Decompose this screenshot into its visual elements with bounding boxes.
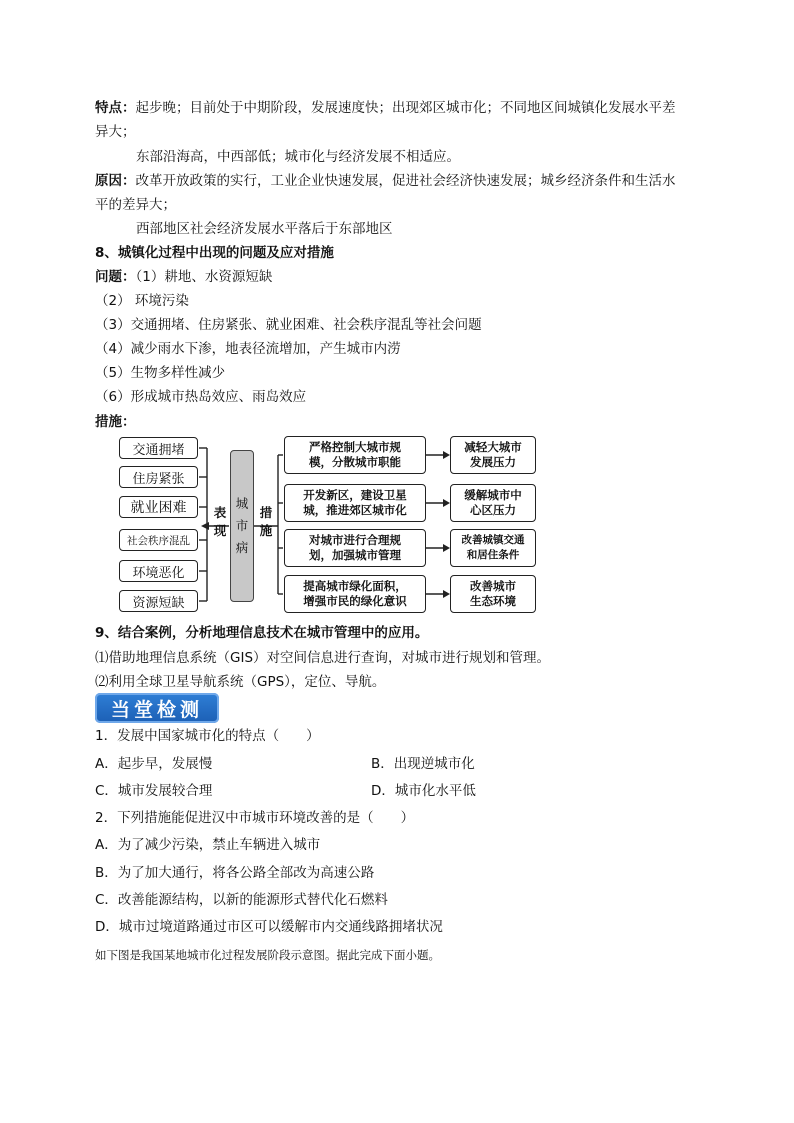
- effect-reduce-pressure: 减轻大城市 发展压力: [450, 436, 536, 474]
- symptom-social-order: 社会秩序混乱: [119, 529, 198, 551]
- measure-planning: 对城市进行合理规 划，加强城市管理: [284, 529, 426, 567]
- reasons-line-2: 平的差异大；: [95, 197, 176, 213]
- symptom-housing: 住房紧张: [119, 466, 198, 488]
- q2-option-a: A．为了减少污染，禁止车辆进入城市: [95, 837, 321, 853]
- q1-option-c: C．城市发展较合理: [95, 783, 213, 799]
- section9-line-1: ⑴借助地理信息系统（GIS）对空间信息进行查询，对城市进行规划和管理。: [95, 650, 551, 666]
- q2-option-b: B．为了加大通行，将各公路全部改为高速公路: [95, 865, 375, 881]
- reasons-line-1: 原因：改革开放政策的实行，工业企业快速发展，促进社会经济快速发展；城乡经济条件和生活水: [95, 173, 676, 189]
- features-label: 特点：: [95, 100, 136, 116]
- reasons-line-3: 西部地区社会经济发展水平落后于东部地区: [136, 221, 393, 237]
- features-line-1: 特点：起步晚；目前处于中期阶段，发展速度快；出现郊区城市化；不同地区间城镇化发展水平差: [95, 100, 676, 116]
- measures-label: 措施：: [95, 414, 136, 430]
- problems-label: 问题：: [95, 269, 136, 285]
- symptom-environment: 环境恶化: [119, 560, 198, 582]
- q1-option-b: B．出现逆城市化: [371, 756, 475, 772]
- problem-2: （2） 环境污染: [95, 293, 189, 309]
- effect-ecology: 改善城市 生态环境: [450, 575, 536, 613]
- reasons-label: 原因：: [95, 173, 136, 189]
- q2-stem: 2．下列措施能促进汉中市城市环境改善的是（ ）: [95, 810, 415, 826]
- practice-banner: 当堂检测: [95, 693, 219, 723]
- q2-option-d: D．城市过境道路通过市区可以缓解市内交通线路拥堵状况: [95, 919, 443, 935]
- problem-3: （3）交通拥堵、住房紧张、就业困难、社会秩序混乱等社会问题: [95, 317, 482, 333]
- problem-6: （6）形成城市热岛效应、雨岛效应: [95, 389, 307, 405]
- problem-1: 问题：（1）耕地、水资源短缺: [95, 269, 273, 285]
- q2-option-c: C．改善能源结构，以新的能源形式替代化石燃料: [95, 892, 388, 908]
- symptom-traffic: 交通拥堵: [119, 437, 198, 459]
- section8-title: 8、城镇化过程中出现的问题及应对措施: [95, 245, 334, 261]
- effect-traffic-living: 改善城镇交通 和居住条件: [450, 529, 536, 567]
- features-line-2: 异大；: [95, 124, 136, 140]
- label-manifestation: 表 现: [213, 505, 227, 538]
- problem-5: （5）生物多样性减少: [95, 365, 226, 381]
- measure-control-big-city: 严格控制大城市规 模，分散城市职能: [284, 436, 426, 474]
- q1-option-d: D．城市化水平低: [371, 783, 476, 799]
- q1-stem: 1．发展中国家城市化的特点（ ）: [95, 728, 320, 744]
- effect-center-pressure: 缓解城市中 心区压力: [450, 484, 536, 522]
- section9-line-2: ⑵利用全球卫星导航系统（GPS），定位、导航。: [95, 674, 386, 690]
- city-disease-center: 城 市 病: [230, 450, 254, 602]
- figure-intro: 如下图是我国某地城市化过程发展阶段示意图。据此完成下面小题。: [95, 948, 440, 962]
- measure-new-districts: 开发新区，建设卫星 城，推进郊区城市化: [284, 484, 426, 522]
- features-line-3: 东部沿海高，中西部低；城市化与经济发展不相适应。: [136, 149, 460, 165]
- section9-title: 9、结合案例，分析地理信息技术在城市管理中的应用。: [95, 625, 429, 641]
- symptom-employment: 就业困难: [119, 496, 198, 518]
- q1-option-a: A．起步早，发展慢: [95, 756, 213, 772]
- label-measures: 措 施: [259, 505, 273, 538]
- symptom-resources: 资源短缺: [119, 590, 198, 612]
- measure-greening: 提高城市绿化面积， 增强市民的绿化意识: [284, 575, 426, 613]
- problem-4: （4）减少雨水下渗，地表径流增加，产生城市内涝: [95, 341, 401, 357]
